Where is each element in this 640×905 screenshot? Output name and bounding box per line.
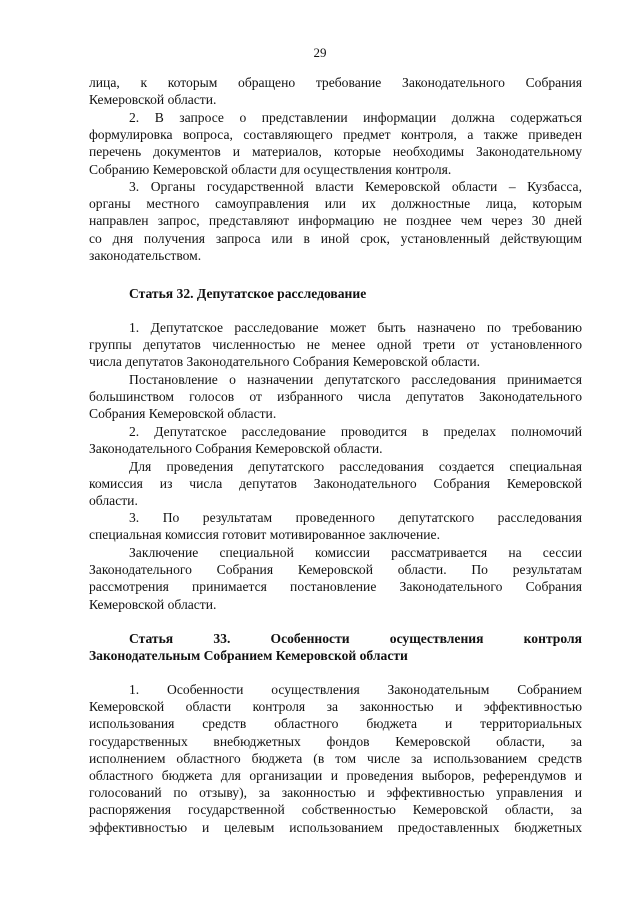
text-line: лица, к которым обращено требование Законодательного Собрания [89, 75, 582, 90]
text-line: Постановление о назначении депутатского расследования принимается [129, 372, 582, 387]
paragraph [89, 371, 582, 423]
text-line: исполнением областного бюджета (в том числе за использованием средств [89, 750, 582, 766]
text-line: области. [89, 493, 138, 509]
text-line: 2. В запросе о представлении информации должна содержаться [129, 110, 582, 125]
text-line: законодательством. [89, 247, 202, 263]
text-line: эффективностью и целевым использованием предоставленных бюджетных [89, 819, 582, 835]
paragraph [89, 681, 582, 836]
text-line: голосований по отзыву), за законностью и эффективностью управления и [89, 785, 582, 801]
paragraph [89, 509, 582, 543]
text-line: распоряжения государственной собственностью Кемеровской области, за [89, 802, 582, 818]
heading-word: контроля [523, 631, 582, 646]
text-line: рассмотрения принимается постановление Законодательного Собрания [89, 579, 582, 595]
heading-word: 33. [213, 631, 231, 646]
paragraph [89, 423, 582, 457]
text-line: 3. Органы государственной власти Кемеровской области – Кузбасса, [129, 179, 582, 194]
text-line: группы депутатов численностью не менее одной трети от установленного [89, 337, 582, 353]
text-line: 1. Особенности осуществления Законодательным Собранием [129, 682, 582, 697]
page-number: 29 [313, 45, 327, 60]
text-line: Кемеровской области. [89, 596, 217, 612]
heading-word: осуществления [389, 631, 484, 646]
text-line: направлен запрос, представляют информацию не позднее чем через 30 дней [89, 213, 582, 229]
text-line: Собрания Кемеровской области. [89, 406, 277, 422]
text-line: государственных внебюджетных фондов Кемеровской области, за [89, 733, 582, 749]
text-line: Законодательного Собрания Кемеровской области. По результатам [89, 562, 582, 578]
text-line: Кемеровской области контроля за законностью и эффективностью [89, 699, 582, 715]
text-line: большинством голосов от избранного числа депутатов Законодательного [89, 389, 582, 405]
paragraph-continuation [89, 74, 582, 108]
article-heading-line2: Законодательным Собранием Кемеровской области [89, 648, 408, 663]
text-line: областного бюджета для организации и проведения выборов, референдумов и [89, 768, 582, 784]
heading-word: Особенности [270, 631, 350, 646]
article-heading: Статья 32. Депутатское расследование [129, 286, 367, 301]
text-line: комиссия из числа депутатов Законодательного Собрания Кемеровской [89, 476, 582, 492]
text-line: числа депутатов Законодательного Собрания Кемеровской области. [89, 354, 481, 370]
text-line: перечень документов и материалов, которые необходимы Законодательному [89, 144, 582, 160]
text-line: Законодательного Собрания Кемеровской области. [89, 441, 383, 457]
article-heading [89, 630, 582, 647]
text-line: 1. Депутатское расследование может быть назначено по требованию [129, 320, 582, 335]
text-line: специальная комиссия готовит мотивированное заключение. [89, 527, 440, 543]
paragraph [89, 178, 582, 264]
heading-word: Статья [129, 631, 174, 646]
paragraph [89, 109, 582, 178]
text-line: 2. Депутатское расследование проводится в пределах полномочий [129, 424, 582, 439]
text-line: Собранию Кемеровской области для осуществления контроля. [89, 161, 452, 177]
text-line: Для проведения депутатского расследования создается специальная [129, 459, 582, 474]
text-line: использования средств областного бюджета и территориальных [89, 716, 582, 732]
paragraph [89, 319, 582, 371]
paragraph [89, 458, 582, 510]
text-line: формулировка вопроса, составляющего предмет контроля, а также приведен [89, 127, 582, 143]
text-line: 3. По результатам проведенного депутатского расследования [129, 510, 582, 525]
text-line: Заключение специальной комиссии рассматривается на сессии [129, 545, 582, 560]
paragraph [89, 544, 582, 613]
text-line: со дня получения запроса или в иной срок, установленный действующим [89, 230, 582, 246]
text-line: органы местного самоуправления или их должностные лица, которым [89, 196, 582, 212]
text-line: Кемеровской области. [89, 92, 217, 108]
